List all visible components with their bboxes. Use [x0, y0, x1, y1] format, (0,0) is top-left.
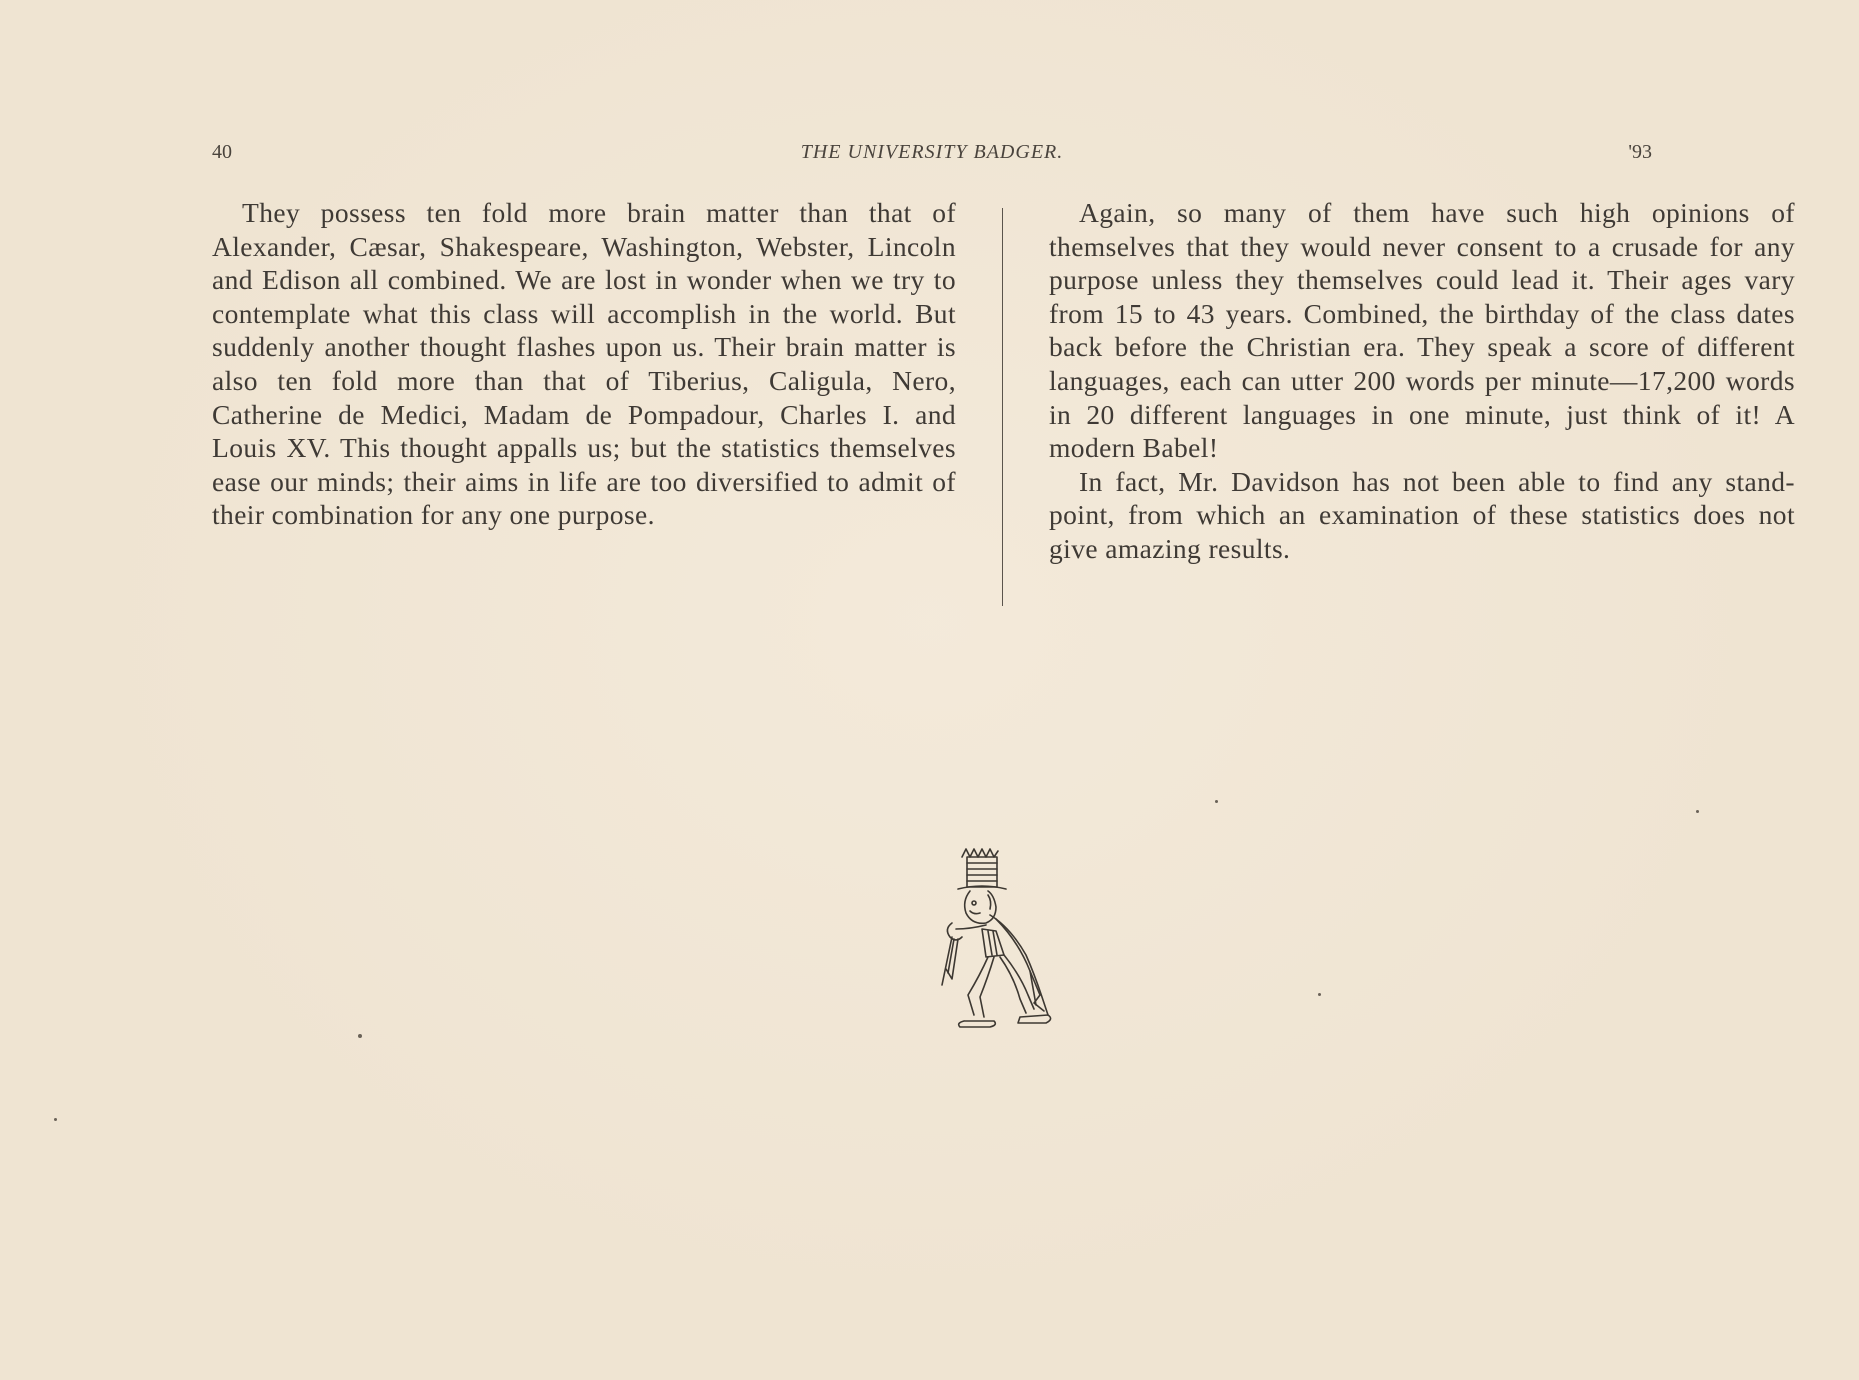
paper-speck [1318, 993, 1321, 996]
top-hat-figure-illustration [930, 845, 1080, 1045]
running-head [212, 141, 1652, 171]
paper-speck [1215, 800, 1218, 803]
page-number: 40 [212, 141, 232, 163]
right-paragraph-2: In fact, Mr. Davidson has not been able to find any stand-point, from which an examination of these statistics does not give amazing results. [1049, 465, 1795, 564]
right-paragraph-1: Again, so many of them have such high opinions of themselves that they would never consent to a crusade for any purpose unless they themselves could lead it. Their ages vary from 15 to 43 years. Combined, the birthday of the class dates back before the Christian era. They speak a score of different languages, each can utter 200 words per minute—17,200 words in 20 different languages in one minute, just think of it! A modern Babel! [1049, 197, 1795, 464]
paper-speck [358, 1034, 362, 1038]
paper-speck [54, 1118, 57, 1121]
left-paragraph: They possess ten fold more brain matter than that of Alexander, Cæsar, Shakespeare, Washington, Webster, Lincoln and Edison all combined. We are lost in wonder when we try to contemplate what this class will accomplish in the world. But suddenly another thought flashes upon us. Their brain matter is also ten fold more than that of Tiberius, Caligula, Nero, Catherine de Medici, Madam de Pompadour, Charles I. and Louis XV. This thought appalls us; but the statistics themselves ease our minds; their aims in life are too diversified to admit of their combination for any one purpose. [212, 197, 956, 531]
paper-speck [1696, 810, 1699, 813]
column-divider [1002, 208, 1003, 606]
class-year: '93 [1628, 141, 1652, 163]
left-column [212, 196, 956, 532]
publication-title: THE UNIVERSITY BADGER. [800, 141, 1064, 163]
right-column [1049, 196, 1795, 566]
